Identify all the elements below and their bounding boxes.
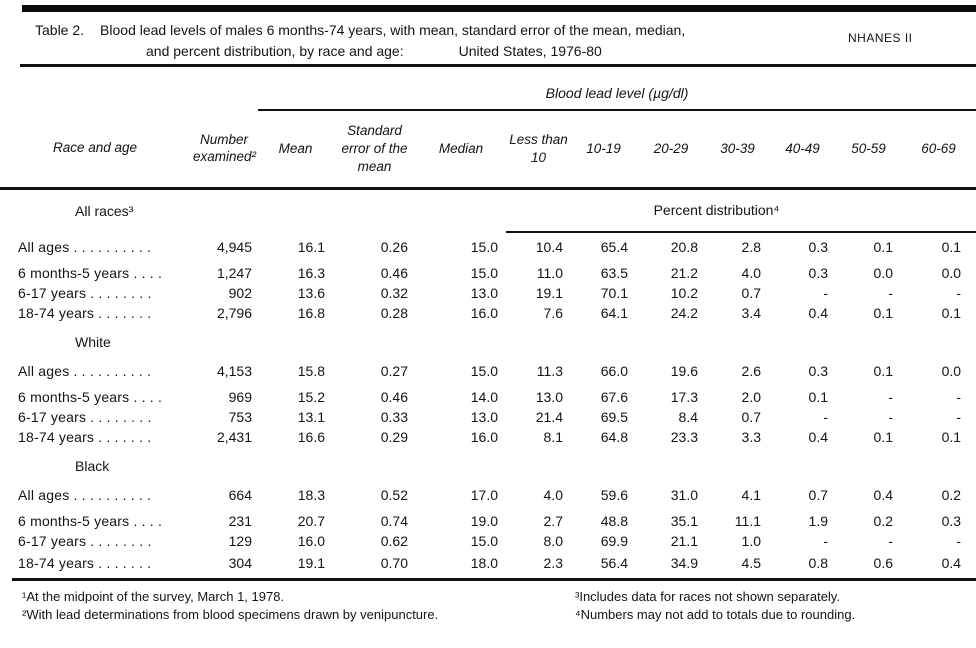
data-cell: 0.0 [873, 265, 893, 281]
data-cell: 304 [228, 555, 252, 571]
table-row [0, 232, 976, 258]
bottom-rule [12, 578, 976, 581]
data-cell: 23.3 [670, 429, 698, 445]
data-cell: 19.6 [670, 363, 698, 379]
data-cell: 35.1 [670, 513, 698, 529]
col-header-standard-error: Standard error of the mean [333, 110, 416, 188]
data-cell: 0.1 [873, 239, 893, 255]
col-header-30-39: 30-39 [706, 110, 769, 188]
data-cell: - [956, 533, 962, 549]
data-cell: 15.0 [470, 265, 498, 281]
data-cell: - [888, 533, 893, 549]
table-row [0, 408, 976, 428]
data-cell: 16.8 [297, 305, 325, 321]
row-label: All ages . . . . . . . . . . [18, 363, 152, 379]
data-cell: 64.8 [600, 429, 628, 445]
data-cell: 231 [228, 513, 252, 529]
data-cell: 19.0 [470, 513, 498, 529]
data-cell: - [956, 409, 962, 425]
table-row [0, 356, 976, 382]
row-label: All ages . . . . . . . . . . [18, 487, 152, 503]
table-row [0, 304, 976, 324]
data-cell: 0.2 [941, 487, 962, 503]
data-cell: 0.0 [941, 265, 962, 281]
data-cell: 1.0 [741, 533, 761, 549]
group-header-row [0, 72, 976, 110]
data-cell: 31.0 [670, 487, 698, 503]
group-header-blood-lead: Blood lead level (µg/dl) [258, 72, 976, 110]
data-cell: 18.3 [297, 487, 325, 503]
row-label: 6-17 years . . . . . . . . [18, 285, 152, 301]
data-cell: 0.3 [941, 513, 962, 529]
data-cell: 17.3 [670, 389, 698, 405]
row-label: 18-74 years . . . . . . . [18, 555, 152, 571]
table-row [0, 284, 976, 304]
title-text-line2a: and percent distribution, by race and age: [146, 43, 404, 59]
table-row [0, 480, 976, 506]
data-cell: 16.6 [297, 429, 325, 445]
data-cell: 0.28 [380, 305, 408, 321]
data-cell: 0.1 [808, 389, 828, 405]
data-cell: 65.4 [600, 239, 628, 255]
data-cell: 15.0 [470, 239, 498, 255]
data-cell: 8.1 [543, 429, 563, 445]
section-header-all-races [0, 188, 976, 232]
data-cell: 13.0 [470, 285, 498, 301]
footnote-3: ³Includes data for races not shown separately. [575, 589, 840, 604]
data-cell: - [823, 285, 828, 301]
data-cell: - [956, 285, 962, 301]
col-header-10-19: 10-19 [571, 110, 636, 188]
title-text-line2b: United States, 1976-80 [458, 43, 602, 59]
title-rule [20, 64, 976, 67]
data-cell: 0.26 [380, 239, 408, 255]
data-table [0, 72, 976, 585]
data-cell: 11.0 [536, 265, 563, 281]
data-cell: 20.8 [670, 239, 698, 255]
data-cell: 0.3 [808, 265, 828, 281]
data-cell: - [888, 409, 893, 425]
data-cell: 4.0 [543, 487, 563, 503]
report-tag: NHANES II [848, 31, 913, 45]
row-label: 6-17 years . . . . . . . . [18, 409, 152, 425]
header-spacer [0, 72, 258, 110]
data-cell: 20.7 [297, 513, 325, 529]
data-cell: 21.1 [670, 533, 698, 549]
table-title-line1 [35, 22, 685, 38]
data-cell: 0.1 [941, 239, 962, 255]
data-cell: 21.2 [670, 265, 698, 281]
table-title-line2 [146, 43, 602, 59]
row-label: All ages . . . . . . . . . . [18, 239, 152, 255]
data-cell: 24.2 [670, 305, 698, 321]
col-header-race-age: Race and age [0, 110, 190, 188]
data-cell: 0.32 [380, 285, 408, 301]
data-cell: - [888, 389, 893, 405]
data-cell: 2.7 [543, 513, 563, 529]
col-header-20-29: 20-29 [636, 110, 706, 188]
data-cell: 0.3 [808, 363, 828, 379]
data-cell: 21.4 [535, 409, 563, 425]
footnote-1: ¹At the midpoint of the survey, March 1, 1978. [22, 589, 285, 604]
data-cell: 15.8 [297, 363, 325, 379]
section-header-black [0, 448, 976, 480]
footnote-2: ²With lead determinations from blood specimens drawn by venipuncture. [22, 607, 439, 622]
data-cell: 0.1 [941, 429, 962, 445]
data-cell: 2.6 [741, 363, 761, 379]
data-cell: 7.6 [543, 305, 563, 321]
row-label: 6 months-5 years . . . . [18, 265, 163, 281]
section-label-all-races: All races³ [75, 202, 134, 219]
data-cell: 0.74 [380, 513, 408, 529]
data-cell: 0.1 [873, 429, 893, 445]
table-row [0, 506, 976, 532]
data-cell: 0.70 [380, 555, 408, 571]
data-cell: 10.2 [670, 285, 698, 301]
data-cell: 4.0 [741, 265, 761, 281]
data-cell: 34.9 [670, 555, 698, 571]
data-cell: 59.6 [600, 487, 628, 503]
data-cell: 3.4 [741, 305, 761, 321]
data-cell: 8.4 [678, 409, 698, 425]
row-label: 6 months-5 years . . . . [18, 389, 163, 405]
data-cell: 56.4 [600, 555, 628, 571]
data-cell: 2.8 [741, 239, 761, 255]
data-cell: 4.5 [741, 555, 761, 571]
row-label: 18-74 years . . . . . . . [18, 305, 152, 321]
data-cell: 0.46 [380, 389, 408, 405]
percent-distribution-header: Percent distribution⁴ [506, 188, 976, 232]
data-cell: 0.4 [941, 555, 962, 571]
data-cell: 0.0 [941, 363, 962, 379]
data-cell: 70.1 [600, 285, 628, 301]
data-cell: 16.3 [297, 265, 325, 281]
data-cell: 969 [228, 389, 252, 405]
data-cell: 0.3 [808, 239, 828, 255]
data-cell: - [823, 409, 828, 425]
data-cell: 0.8 [808, 555, 828, 571]
data-cell: 16.1 [297, 239, 325, 255]
section-label-black: Black [75, 458, 110, 474]
data-cell: 0.29 [380, 429, 408, 445]
col-header-less-than-10: Less than 10 [506, 110, 571, 188]
data-cell: 902 [228, 285, 252, 301]
table-row [0, 258, 976, 284]
data-cell: 10.4 [535, 239, 563, 255]
data-cell: 2,431 [216, 429, 252, 445]
section-header-white [0, 324, 976, 356]
table-number: Table 2. [35, 22, 85, 38]
data-cell: 14.0 [470, 389, 498, 405]
data-cell: 16.0 [470, 305, 498, 321]
data-cell: 15.2 [297, 389, 325, 405]
data-cell: - [823, 533, 828, 549]
data-cell: 129 [228, 533, 252, 549]
data-cell: 16.0 [297, 533, 325, 549]
data-cell: 0.7 [741, 285, 761, 301]
data-cell: 18.0 [470, 555, 498, 571]
top-rule [22, 5, 976, 12]
data-cell: 0.4 [808, 429, 828, 445]
table-row [0, 382, 976, 408]
data-cell: 664 [228, 487, 252, 503]
data-cell: 0.52 [380, 487, 408, 503]
data-cell: 0.7 [808, 487, 828, 503]
data-cell: 11.1 [734, 513, 761, 529]
data-cell: 0.1 [873, 305, 893, 321]
data-cell: 0.62 [380, 533, 408, 549]
data-cell: 48.8 [600, 513, 628, 529]
data-cell: 15.0 [470, 363, 498, 379]
data-cell: 0.6 [873, 555, 893, 571]
data-cell: 69.5 [600, 409, 628, 425]
data-cell: 67.6 [600, 389, 628, 405]
data-cell: 4.1 [741, 487, 761, 503]
table-row [0, 428, 976, 448]
data-cell: 2.3 [543, 555, 563, 571]
col-header-40-49: 40-49 [769, 110, 836, 188]
data-cell: 66.0 [600, 363, 628, 379]
data-cell: 64.1 [600, 305, 628, 321]
data-cell: 0.27 [380, 363, 408, 379]
data-cell: 0.1 [941, 305, 962, 321]
data-cell: 0.46 [380, 265, 408, 281]
data-cell: 11.3 [536, 363, 563, 379]
col-header-number-examined: Number examined² [190, 110, 258, 188]
data-cell: 753 [228, 409, 252, 425]
data-cell: 0.1 [873, 363, 893, 379]
data-cell: 19.1 [535, 285, 563, 301]
data-cell: 3.3 [741, 429, 761, 445]
data-cell: 1.9 [808, 513, 828, 529]
data-cell: 69.9 [600, 533, 628, 549]
data-cell: 13.0 [535, 389, 563, 405]
col-header-mean: Mean [258, 110, 333, 188]
row-label: 6 months-5 years . . . . [18, 513, 163, 529]
row-label: 6-17 years . . . . . . . . [18, 533, 152, 549]
data-cell: 4,153 [216, 363, 252, 379]
section-label-white: White [75, 334, 111, 350]
data-cell: 4,945 [216, 239, 252, 255]
footnotes [22, 588, 855, 624]
col-header-median: Median [416, 110, 506, 188]
table-row [0, 532, 976, 552]
data-cell: - [956, 389, 962, 405]
data-cell: 0.33 [380, 409, 408, 425]
data-cell: 16.0 [470, 429, 498, 445]
data-cell: 63.5 [600, 265, 628, 281]
data-cell: 0.2 [873, 513, 893, 529]
data-cell: 19.1 [297, 555, 325, 571]
column-header-row [0, 110, 976, 188]
footnote-4: ⁴Numbers may not add to totals due to rounding. [575, 607, 856, 622]
data-cell: 8.0 [543, 533, 563, 549]
data-cell: 0.7 [741, 409, 761, 425]
data-cell: 15.0 [470, 533, 498, 549]
data-cell: 0.4 [873, 487, 893, 503]
row-label: 18-74 years . . . . . . . [18, 429, 152, 445]
title-text-line1: Blood lead levels of males 6 months-74 years, with mean, standard error of the mean, median, [100, 22, 686, 38]
data-cell: 13.6 [297, 285, 325, 301]
data-cell: 2,796 [216, 305, 252, 321]
data-cell: 0.4 [808, 305, 828, 321]
data-cell: 1,247 [216, 265, 252, 281]
data-cell: 2.0 [741, 389, 761, 405]
data-cell: 13.1 [297, 409, 325, 425]
col-header-50-59: 50-59 [836, 110, 901, 188]
data-cell: 13.0 [470, 409, 498, 425]
data-cell: - [888, 285, 893, 301]
col-header-60-69: 60-69 [901, 110, 976, 188]
data-cell: 17.0 [470, 487, 498, 503]
